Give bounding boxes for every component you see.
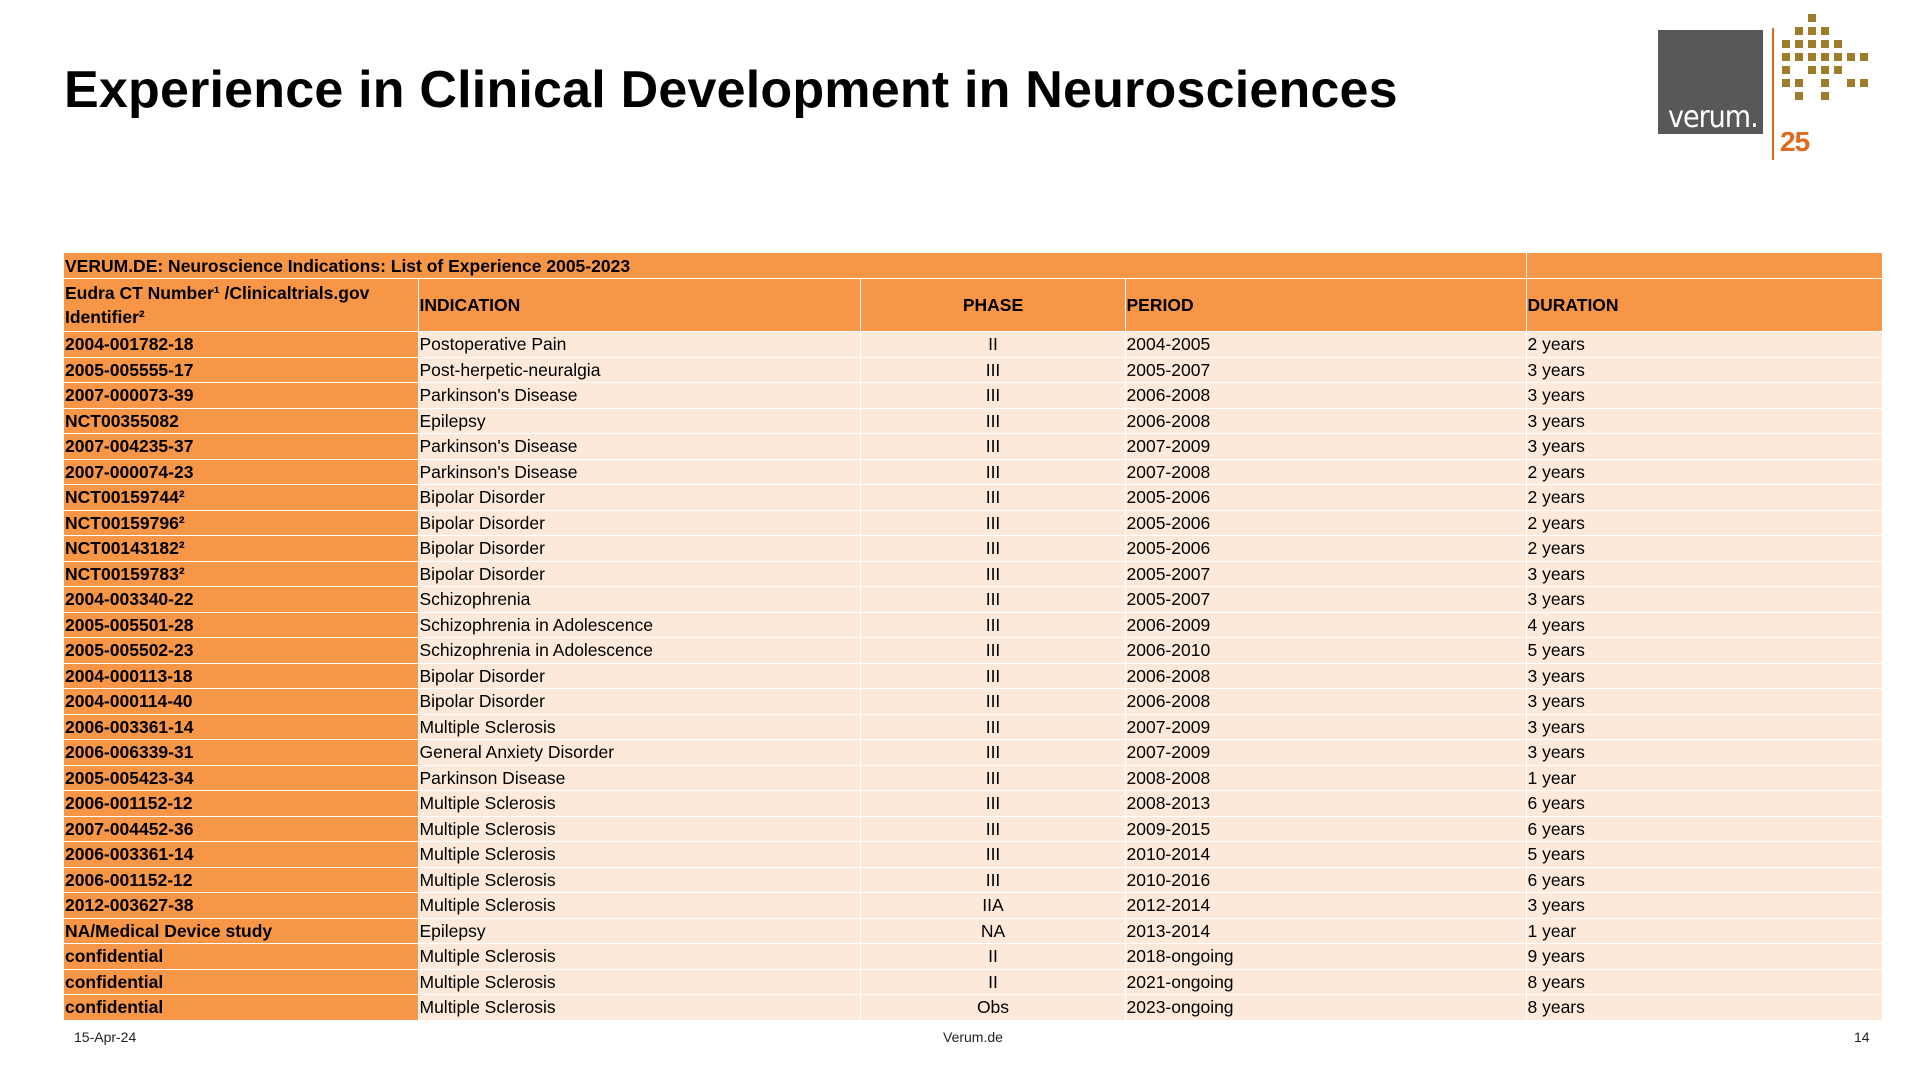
logo-dot xyxy=(1795,27,1803,35)
cell-indication: Postoperative Pain xyxy=(418,332,860,358)
cell-period: 2007-2009 xyxy=(1125,434,1526,460)
cell-duration: 2 years xyxy=(1526,536,1882,562)
cell-phase: III xyxy=(860,816,1125,842)
cell-duration: 2 years xyxy=(1526,459,1882,485)
slide-title: Experience in Clinical Development in Neurosciences xyxy=(64,61,1398,119)
cell-phase: III xyxy=(860,689,1125,715)
logo-box xyxy=(1658,30,1763,134)
cell-duration: 3 years xyxy=(1526,434,1882,460)
logo-dot xyxy=(1847,79,1855,87)
logo-dot xyxy=(1795,79,1803,87)
logo-dot xyxy=(1808,27,1816,35)
cell-duration: 3 years xyxy=(1526,383,1882,409)
cell-indication: Epilepsy xyxy=(418,918,860,944)
table-row xyxy=(64,816,1882,842)
cell-period: 2007-2009 xyxy=(1125,740,1526,766)
cell-period: 2007-2008 xyxy=(1125,459,1526,485)
cell-phase: III xyxy=(860,842,1125,868)
header-period: PERIOD xyxy=(1125,279,1526,332)
cell-id: 2006-003361-14 xyxy=(64,714,418,740)
cell-id: 2006-001152-12 xyxy=(64,867,418,893)
cell-indication: Multiple Sclerosis xyxy=(418,842,860,868)
table-row xyxy=(64,944,1882,970)
cell-indication: Parkinson's Disease xyxy=(418,434,860,460)
footer-date: 15-Apr-24 xyxy=(74,1029,137,1045)
cell-phase: III xyxy=(860,561,1125,587)
table-row xyxy=(64,587,1882,613)
logo-dot xyxy=(1808,53,1816,61)
logo-dot xyxy=(1821,53,1829,61)
cell-phase: III xyxy=(860,510,1125,536)
cell-indication: Multiple Sclerosis xyxy=(418,944,860,970)
cell-indication: Multiple Sclerosis xyxy=(418,791,860,817)
logo-dot xyxy=(1821,79,1829,87)
table-row xyxy=(64,893,1882,919)
cell-phase: Obs xyxy=(860,995,1125,1021)
table-row xyxy=(64,485,1882,511)
table-row xyxy=(64,791,1882,817)
cell-indication: Schizophrenia in Adolescence xyxy=(418,612,860,638)
header-id: Eudra CT Number¹ /Clinicaltrials.gov Identifier² xyxy=(64,279,418,332)
footer-site: Verum.de xyxy=(943,1029,1003,1045)
cell-duration: 6 years xyxy=(1526,816,1882,842)
header-phase: PHASE xyxy=(860,279,1125,332)
cell-duration: 8 years xyxy=(1526,995,1882,1021)
cell-phase: III xyxy=(860,612,1125,638)
logo-dot xyxy=(1834,53,1842,61)
table-row xyxy=(64,383,1882,409)
cell-indication: Multiple Sclerosis xyxy=(418,867,860,893)
cell-duration: 3 years xyxy=(1526,561,1882,587)
cell-duration: 9 years xyxy=(1526,944,1882,970)
cell-duration: 1 year xyxy=(1526,918,1882,944)
cell-phase: IIA xyxy=(860,893,1125,919)
cell-duration: 8 years xyxy=(1526,969,1882,995)
cell-indication: Bipolar Disorder xyxy=(418,485,860,511)
cell-period: 2005-2007 xyxy=(1125,357,1526,383)
cell-indication: Multiple Sclerosis xyxy=(418,995,860,1021)
cell-phase: III xyxy=(860,765,1125,791)
cell-period: 2008-2008 xyxy=(1125,765,1526,791)
logo-dot xyxy=(1860,79,1868,87)
cell-indication: Multiple Sclerosis xyxy=(418,816,860,842)
cell-indication: General Anxiety Disorder xyxy=(418,740,860,766)
logo-dot xyxy=(1795,53,1803,61)
table-header-row xyxy=(64,279,1882,332)
logo-dot xyxy=(1808,66,1816,74)
cell-indication: Parkinson's Disease xyxy=(418,383,860,409)
cell-phase: NA xyxy=(860,918,1125,944)
cell-duration: 3 years xyxy=(1526,357,1882,383)
table-row xyxy=(64,612,1882,638)
cell-id: 2005-005555-17 xyxy=(64,357,418,383)
cell-indication: Epilepsy xyxy=(418,408,860,434)
logo-dot xyxy=(1808,14,1816,22)
cell-period: 2006-2009 xyxy=(1125,612,1526,638)
cell-phase: III xyxy=(860,536,1125,562)
cell-id: NCT00159744² xyxy=(64,485,418,511)
table-row xyxy=(64,561,1882,587)
cell-indication: Post-herpetic-neuralgia xyxy=(418,357,860,383)
cell-id: 2012-003627-38 xyxy=(64,893,418,919)
table-row xyxy=(64,459,1882,485)
cell-id: 2006-006339-31 xyxy=(64,740,418,766)
table-row xyxy=(64,408,1882,434)
verum-logo xyxy=(1658,14,1898,164)
cell-indication: Parkinson's Disease xyxy=(418,459,860,485)
cell-duration: 3 years xyxy=(1526,689,1882,715)
cell-id: 2007-004452-36 xyxy=(64,816,418,842)
cell-indication: Schizophrenia xyxy=(418,587,860,613)
cell-id: 2004-001782-18 xyxy=(64,332,418,358)
cell-phase: II xyxy=(860,969,1125,995)
table-row xyxy=(64,434,1882,460)
cell-duration: 2 years xyxy=(1526,510,1882,536)
cell-period: 2005-2006 xyxy=(1125,536,1526,562)
cell-period: 2013-2014 xyxy=(1125,918,1526,944)
cell-id: confidential xyxy=(64,944,418,970)
cell-period: 2006-2010 xyxy=(1125,638,1526,664)
cell-id: 2005-005423-34 xyxy=(64,765,418,791)
logo-dot xyxy=(1834,40,1842,48)
cell-period: 2007-2009 xyxy=(1125,714,1526,740)
table-row xyxy=(64,332,1882,358)
cell-duration: 2 years xyxy=(1526,485,1882,511)
logo-divider xyxy=(1772,28,1774,160)
logo-dot xyxy=(1821,40,1829,48)
cell-id: NCT00159783² xyxy=(64,561,418,587)
table-row xyxy=(64,714,1882,740)
table-caption-row xyxy=(64,253,1882,279)
table-body xyxy=(64,332,1882,1021)
cell-indication: Multiple Sclerosis xyxy=(418,893,860,919)
cell-id: NCT00159796² xyxy=(64,510,418,536)
table-row xyxy=(64,510,1882,536)
cell-duration: 3 years xyxy=(1526,663,1882,689)
cell-period: 2008-2013 xyxy=(1125,791,1526,817)
cell-period: 2005-2006 xyxy=(1125,510,1526,536)
logo-dots-pattern xyxy=(1782,14,1892,114)
cell-phase: III xyxy=(860,867,1125,893)
table-caption: VERUM.DE: Neuroscience Indications: List of Experience 2005-2023 xyxy=(64,253,1526,279)
cell-period: 2021-ongoing xyxy=(1125,969,1526,995)
cell-id: NCT00143182² xyxy=(64,536,418,562)
logo-dot xyxy=(1821,92,1829,100)
header-duration: DURATION xyxy=(1526,279,1882,332)
cell-phase: III xyxy=(860,408,1125,434)
cell-id: 2006-001152-12 xyxy=(64,791,418,817)
cell-phase: II xyxy=(860,944,1125,970)
cell-period: 2005-2006 xyxy=(1125,485,1526,511)
logo-dot xyxy=(1782,79,1790,87)
cell-period: 2004-2005 xyxy=(1125,332,1526,358)
cell-indication: Bipolar Disorder xyxy=(418,536,860,562)
cell-id: 2005-005502-23 xyxy=(64,638,418,664)
cell-id: 2005-005501-28 xyxy=(64,612,418,638)
cell-duration: 5 years xyxy=(1526,842,1882,868)
cell-phase: III xyxy=(860,459,1125,485)
cell-phase: III xyxy=(860,663,1125,689)
table-row xyxy=(64,969,1882,995)
cell-period: 2009-2015 xyxy=(1125,816,1526,842)
logo-dot xyxy=(1821,27,1829,35)
cell-id: confidential xyxy=(64,969,418,995)
cell-duration: 3 years xyxy=(1526,408,1882,434)
cell-phase: III xyxy=(860,638,1125,664)
cell-duration: 2 years xyxy=(1526,332,1882,358)
cell-period: 2005-2007 xyxy=(1125,561,1526,587)
cell-duration: 3 years xyxy=(1526,714,1882,740)
cell-indication: Multiple Sclerosis xyxy=(418,969,860,995)
cell-phase: II xyxy=(860,332,1125,358)
table-row xyxy=(64,638,1882,664)
cell-id: 2004-000114-40 xyxy=(64,689,418,715)
cell-indication: Schizophrenia in Adolescence xyxy=(418,638,860,664)
cell-duration: 3 years xyxy=(1526,587,1882,613)
table-row xyxy=(64,918,1882,944)
logo-wordmark: verum. xyxy=(1668,100,1758,135)
cell-duration: 1 year xyxy=(1526,765,1882,791)
cell-id: confidential xyxy=(64,995,418,1021)
cell-id: 2007-004235-37 xyxy=(64,434,418,460)
cell-phase: III xyxy=(860,383,1125,409)
cell-period: 2023-ongoing xyxy=(1125,995,1526,1021)
cell-id: 2004-003340-22 xyxy=(64,587,418,613)
cell-duration: 6 years xyxy=(1526,867,1882,893)
logo-dot xyxy=(1808,40,1816,48)
cell-duration: 6 years xyxy=(1526,791,1882,817)
table-row xyxy=(64,689,1882,715)
cell-duration: 5 years xyxy=(1526,638,1882,664)
logo-dot xyxy=(1821,66,1829,74)
cell-indication: Bipolar Disorder xyxy=(418,689,860,715)
cell-indication: Bipolar Disorder xyxy=(418,561,860,587)
logo-dot xyxy=(1782,53,1790,61)
logo-dot xyxy=(1782,40,1790,48)
cell-period: 2012-2014 xyxy=(1125,893,1526,919)
logo-dot xyxy=(1782,66,1790,74)
cell-duration: 3 years xyxy=(1526,740,1882,766)
cell-id: NA/Medical Device study xyxy=(64,918,418,944)
cell-phase: III xyxy=(860,357,1125,383)
cell-id: NCT00355082 xyxy=(64,408,418,434)
cell-indication: Parkinson Disease xyxy=(418,765,860,791)
table-caption-spacer xyxy=(1526,253,1882,279)
cell-period: 2006-2008 xyxy=(1125,408,1526,434)
cell-period: 2005-2007 xyxy=(1125,587,1526,613)
cell-phase: III xyxy=(860,740,1125,766)
table-row xyxy=(64,867,1882,893)
cell-phase: III xyxy=(860,714,1125,740)
cell-period: 2006-2008 xyxy=(1125,383,1526,409)
table-row xyxy=(64,663,1882,689)
cell-phase: III xyxy=(860,791,1125,817)
experience-table xyxy=(64,253,1883,1021)
footer-page-number: 14 xyxy=(1854,1029,1870,1045)
header-indication: INDICATION xyxy=(418,279,860,332)
logo-dot xyxy=(1834,66,1842,74)
table-row xyxy=(64,842,1882,868)
cell-duration: 4 years xyxy=(1526,612,1882,638)
logo-dot xyxy=(1847,53,1855,61)
cell-id: 2007-000074-23 xyxy=(64,459,418,485)
table-row xyxy=(64,740,1882,766)
cell-period: 2006-2008 xyxy=(1125,689,1526,715)
cell-phase: III xyxy=(860,587,1125,613)
cell-id: 2007-000073-39 xyxy=(64,383,418,409)
cell-indication: Bipolar Disorder xyxy=(418,510,860,536)
logo-dot xyxy=(1860,53,1868,61)
cell-period: 2006-2008 xyxy=(1125,663,1526,689)
cell-duration: 3 years xyxy=(1526,893,1882,919)
logo-anniversary: 25 xyxy=(1780,126,1810,157)
cell-period: 2010-2016 xyxy=(1125,867,1526,893)
table-row xyxy=(64,536,1882,562)
cell-id: 2004-000113-18 xyxy=(64,663,418,689)
cell-phase: III xyxy=(860,485,1125,511)
cell-indication: Multiple Sclerosis xyxy=(418,714,860,740)
table-row xyxy=(64,765,1882,791)
table-row xyxy=(64,357,1882,383)
cell-id: 2006-003361-14 xyxy=(64,842,418,868)
table-row xyxy=(64,995,1882,1021)
cell-period: 2018-ongoing xyxy=(1125,944,1526,970)
cell-phase: III xyxy=(860,434,1125,460)
cell-period: 2010-2014 xyxy=(1125,842,1526,868)
cell-indication: Bipolar Disorder xyxy=(418,663,860,689)
logo-dot xyxy=(1795,92,1803,100)
logo-dot xyxy=(1795,40,1803,48)
